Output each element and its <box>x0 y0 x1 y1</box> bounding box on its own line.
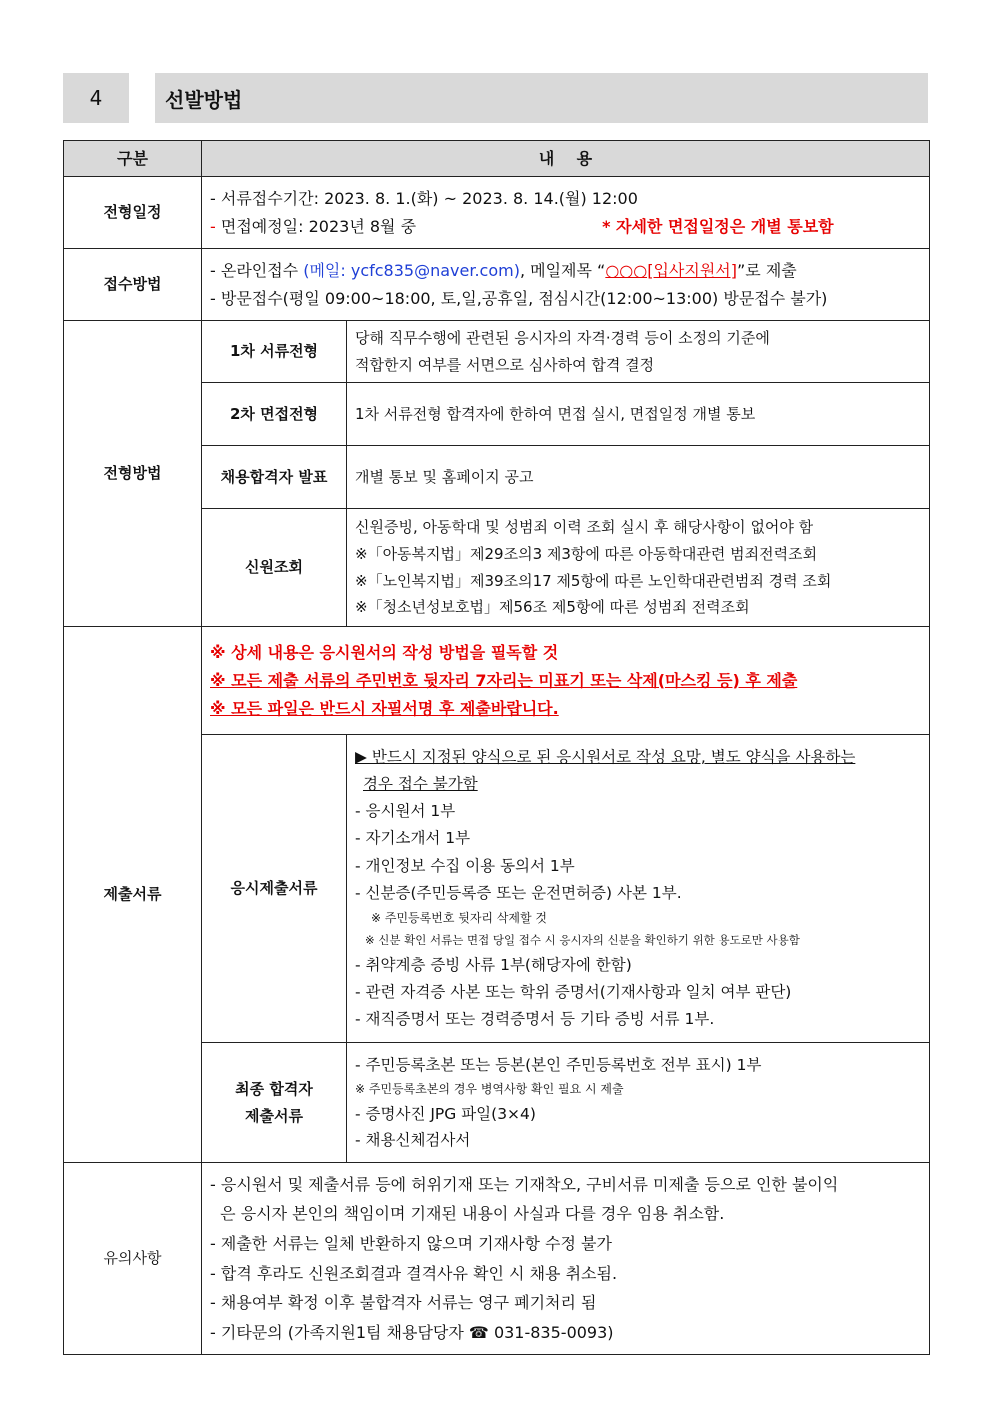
application-subject: ○○○[입사지원서] <box>605 260 737 280</box>
method-label: 전형방법 <box>64 321 202 627</box>
method-1-line-2: 적합한지 여부를 서면으로 심사하여 합격 결정 <box>355 355 655 374</box>
method-4-line-1: 신원증빙, 아동학대 및 성범죄 이력 조회 실시 후 해당사항이 없어야 함 <box>355 518 814 537</box>
apply-item-5: - 취약계층 증빙 사류 1부(해당자에 한함) <box>355 955 632 974</box>
documents-notice-3: ※ 모든 파일은 반드시 자필서명 후 제출바랍니다. <box>210 698 559 718</box>
documents-notice-2: ※ 모든 제출 서류의 주민번호 뒷자리 7자리는 미표기 또는 삭제(마스킹 등) 후 제출 <box>210 670 798 690</box>
notes-line-1b: 은 응시자 본인의 책임이며 기재된 내용이 사실과 다를 경우 임용 취소함. <box>210 1204 725 1224</box>
application-email: (메일: ycfc835@naver.com) <box>303 260 520 280</box>
application-label: 접수방법 <box>64 249 202 321</box>
application-online <box>210 257 921 285</box>
section-title: 선발방법 <box>155 73 928 123</box>
notes-label: 유의사항 <box>64 1163 202 1355</box>
schedule-row <box>64 177 930 249</box>
apply-item-2: - 자기소개서 1부 <box>355 829 471 848</box>
documents-notices <box>202 627 930 735</box>
final-item-3: - 채용신체검사서 <box>355 1131 471 1150</box>
final-item-1: - 주민등록초본 또는 등본(본인 주민등록번호 전부 표시) 1부 <box>355 1055 762 1074</box>
application-row <box>64 249 930 321</box>
header-content: 내 용 <box>202 141 930 177</box>
application-subject-suffix: ”로 제출 <box>737 260 797 280</box>
documents-apply-label: 응시제출서류 <box>202 735 347 1043</box>
application-content <box>202 249 930 321</box>
method-4-line-2: ※「아동복지법」제29조의3 제3항에 따른 아동학대관련 범죄전력조회 <box>355 544 818 563</box>
method-4-line-3: ※「노인복지법」제39조의17 제5항에 따른 노인학대관련범죄 경력 조회 <box>355 571 832 590</box>
final-item-2: - 증명사진 JPG 파일(3×4) <box>355 1104 536 1123</box>
final-label-2: 제출서류 <box>245 1106 303 1125</box>
section-number: 4 <box>63 73 129 123</box>
method-2-line-1: 1차 서류전형 합격자에 한하여 면접 실시, 면접일정 개별 통보 <box>355 404 756 423</box>
schedule-dash: - <box>210 216 221 236</box>
schedule-content <box>202 177 930 249</box>
documents-notice-1: ※ 상세 내용은 응시원서의 작성 방법을 필독할 것 <box>210 642 559 662</box>
method-3-line-1: 개별 통보 및 홈페이지 공고 <box>355 467 534 486</box>
notes-line-4: - 채용여부 확정 이후 불합격자 서류는 영구 폐기처리 됨 <box>210 1293 597 1313</box>
method-4-content <box>347 509 930 627</box>
notes-line-2: - 제출한 서류는 일체 반환하지 않으며 기재사항 수정 불가 <box>210 1233 612 1253</box>
documents-label: 제출서류 <box>64 627 202 1163</box>
notes-row <box>64 1163 930 1355</box>
method-4-label: 신원조회 <box>202 509 347 627</box>
final-note-1: ※ 주민등록초본의 경우 병역사항 확인 필요 시 제출 <box>355 1081 624 1096</box>
selection-table <box>63 140 930 1355</box>
documents-final-content <box>347 1043 930 1163</box>
table-header-row <box>64 141 930 177</box>
method-row-1 <box>64 321 930 383</box>
method-2-label: 2차 면접전형 <box>202 383 347 446</box>
schedule-interview-note: * 자세한 면접일정은 개별 통보함 <box>602 216 834 236</box>
schedule-interview <box>210 213 921 241</box>
schedule-interview-text: 면접예정일: 2023년 8월 중 <box>220 216 417 236</box>
documents-final-label <box>202 1043 347 1163</box>
notes-content <box>202 1163 930 1355</box>
application-online-text: - 온라인접수 <box>210 260 304 280</box>
method-1-label: 1차 서류전형 <box>202 321 347 383</box>
apply-item-6: - 관련 자격증 사본 또는 학위 증명서(기재사항과 일치 여부 판단) <box>355 982 792 1001</box>
apply-item-7: - 재직증명서 또는 경력증명서 등 기타 증빙 서류 1부. <box>355 1009 715 1028</box>
method-4-line-4: ※「청소년성보호법」제56조 제5항에 따른 성범죄 전력조회 <box>355 598 750 617</box>
apply-item-3: - 개인정보 수집 이용 동의서 1부 <box>355 856 575 875</box>
method-1-content <box>347 321 930 383</box>
notes-line-1: - 응시원서 및 제출서류 등에 허위기재 또는 기재착오, 구비서류 미제출 등으로 인한 불이익 <box>210 1174 839 1194</box>
schedule-doc-period: - 서류접수기간: 2023. 8. 1.(화) ~ 2023. 8. 14.(월) 12:00 <box>210 188 638 208</box>
apply-intro-1: ▶ 반드시 지정된 양식으로 된 응시원서로 작성 요망, 별도 양식을 사용하는 <box>355 748 856 767</box>
method-2-content <box>347 383 930 446</box>
apply-intro-2: 경우 접수 불가함 <box>363 775 478 794</box>
notes-line-3: - 합격 후라도 신원조회결과 결격사유 확인 시 채용 취소됨. <box>210 1263 618 1283</box>
application-visit: - 방문접수(평일 09:00~18:00, 토,일,공휴일, 점심시간(12:00~13:00) 방문접수 불가) <box>210 288 828 308</box>
notes-line-5: - 기타문의 (가족지원1팀 채용담당자 ☎ 031-835-0093) <box>210 1322 614 1342</box>
final-label-1: 최종 합격자 <box>235 1080 313 1099</box>
apply-item-1: - 응시원서 1부 <box>355 802 456 821</box>
method-3-content <box>347 446 930 509</box>
schedule-label: 전형일정 <box>64 177 202 249</box>
application-subject-prefix: , 메일제목 “ <box>519 260 606 280</box>
apply-item-4: - 신분증(주민등록증 또는 운전면허증) 사본 1부. <box>355 883 682 902</box>
apply-note-1: ※ 주민등록번호 뒷자리 삭제할 것 <box>371 910 548 925</box>
documents-apply-content <box>347 735 930 1043</box>
method-3-label: 채용합격자 발표 <box>202 446 347 509</box>
method-1-line-1: 당해 직무수행에 관련된 응시자의 자격·경력 등이 소정의 기준에 <box>355 329 770 348</box>
apply-note-2: ※ 신분 확인 서류는 면접 당일 접수 시 응시자의 신분을 확인하기 위한 용도로만 사용함 <box>365 932 800 947</box>
documents-notice-row <box>64 627 930 735</box>
header-category: 구분 <box>64 141 202 177</box>
